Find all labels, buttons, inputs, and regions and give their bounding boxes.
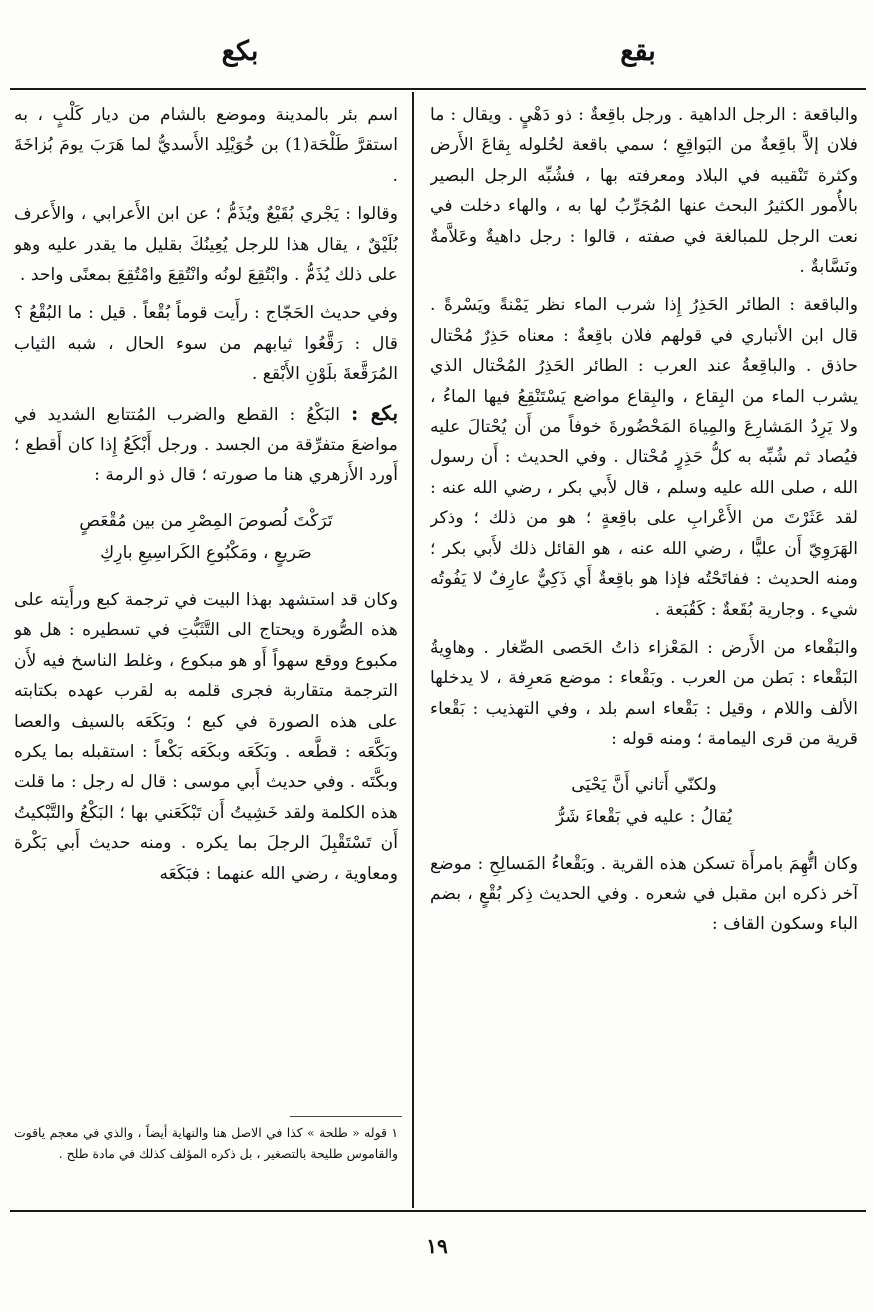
right-paragraph-3: والبَقْعاء من الأَرض : المَعْزاء ذاتُ الحَصى الصِّغار . وهاوِيةُ البَقْعاء : بَطن من العرب . وبَقْعاء : موضع مَعرِفة ، لا يدخلها الألف واللام ، وقيل : بَقْعاء اسم بلد ، وفي التهذيب : بَقْعاء قرية من قرى اليمامة ؛ ومنه قوله : xyxy=(430,637,858,750)
column-divider xyxy=(412,92,414,1208)
left-paragraph-1: اسم بئر بالمدينة وموضع بالشام من ديار كَلْبٍ ، به استقرَّ طَلْحَة(1) بن خُوَيْلِد الأَسديُّ لما هَرَبَ يومَ بُزاخَةَ . xyxy=(14,105,398,186)
right-column xyxy=(430,100,858,1206)
left-verse xyxy=(14,505,398,569)
right-closing-paragraph: وكان اتُّهِمَ بامرأَة تسكن هذه القرية . وبَقْعاءُ المَسالِحِ : موضع آخر ذكره ابن مقبل في شعره . وفي الحديث ذِكر بُقْعٍ ، بضم الباء وسكون القاف : xyxy=(430,853,858,935)
right-verse-line-2: يُقالُ : عليه في بَقْعاءَ شَرُّ xyxy=(555,806,733,827)
left-closing-paragraph: وكان قد استشهد بهذا البيت في ترجمة كبع ورأَيته على هذه الصُّورة ويحتاج الى التَّثَبُّتِ في تسطيره : هل هو مكبوع ووقع سهواً أَو هو مبكوع ، وغلط الناسخ فيه لأَن الترجمة متقاربة فجرى قلمه به لقرب عهده بكتابته على هذه الصورة في كبع ؛ وبَكَعَه بالسيف والعصا وبَكَّعَه : قطَّعه . وبَكَعَه وبكَعَه بَكْعاً : استقبله بما يكره وبكَّتَه . وفي حديث أَبي موسى : قال له رجل : ما قلت هذه الكلمة ولقد خَشِيتُ أَن تَبْكَعَني بها ؛ البَكْعُ والتَّبْكيتُ أَن تَسْتَقْبِلَ الرجلَ بما يكره . ومنه حديث أَبي بَكْرة ومعاوية ، رضي الله عنهما : فبَكَعَه xyxy=(14,589,398,884)
right-verse xyxy=(430,769,858,833)
left-paragraph-3: وفي حديث الحَجّاج : رأَيت قوماً بُقْعاً . قيل : ما البُقْعُ ؟ قال : رَقَّعُوا ثيابهم من سوء الحال ، شبه الثياب المُرَقَّعةَ بلَوْنِ الأَبْقع . xyxy=(14,303,398,385)
left-verse-line-1: تَرَكْتَ لُصوصَ المِصْرِ من بين مُقْعَصٍ xyxy=(79,510,333,531)
left-column-header: بكع xyxy=(221,36,259,67)
entry-text: البَكْعُ : القطع والضرب المُتتابع الشديد في مواضعَ متفرِّقة من الجسد . ورجل أَبْكَعُ إِذا كان أَقطع ؛ أَورد الأَزهري هنا ما صورته ؛ قال ذو الرمة : xyxy=(14,404,398,486)
footnote-separator xyxy=(290,1116,402,1117)
footnote: ١ قوله « طلحة » كذا في الاصل هنا والنهاية أيضاً ، والذي في معجم ياقوت والقاموس طليحة بالتصغير ، بل ذكره المؤلف كذلك في مادة طلح . xyxy=(14,1125,398,1161)
bottom-rule xyxy=(10,1210,866,1212)
left-paragraph-2: وقالوا : يَجْري بُقَيْعٌ ويُذَمُّ ؛ عن ابن الأَعرابي ، والأَعرف بُلَيْقٌ ، يقال هذا للرجل يُعِينُكَ بقليل ما يقدر عليه وهو على ذلك يُذَمُّ . وابْتُقِعَ لونُه وانْتُقِعَ وامْتُقِعَ بمعنًى واحد . xyxy=(14,204,398,286)
page-number: ١٩ xyxy=(426,1234,448,1258)
left-verse-line-2: صَريعٍ ، ومَكْبُوعِ الكَراسِيعِ بارِكِ xyxy=(100,542,312,563)
right-paragraph-2: والباقعة : الطائر الحَذِرُ إِذا شرب الماء نظر يَمْنةً ويَسْرةً . قال ابن الأنباري في قولهم فلان باقِعةٌ : معناه حَذِرٌ مُحْتال حاذق . والباقِعةُ عند العرب : الطائر الحَذِرُ المُحْتال الذي يشرب الماء من البِقاع ، والبِقاع مواضع يَسْتَنْقِعُ فيها الماءُ ، ولا يَرِدُ المَشارِعَ والمِياهَ المَحْضُورةَ خوفاً من أَن يُحْتالَ عليه فيُصاد ثم شُبِّه به كلُّ حَذِرٍ مُحْتال . وفي الحديث : أَن رسول الله ، صلى الله عليه وسلم ، قال لأَبي بكر ، رضي الله عنه : لقد عَثَرْتَ من الأَعْرابِ على باقِعةٍ ؛ هو من ذلك ؛ وذكر الهَرَوِيّ أَن عليًّا ، رضي الله عنه ، هو القائل ذلك لأَبي بكر ؛ ومنه الحديث : ففاتَحْتُه فإذا هو باقِعةٌ أَي ذَكِيٌّ عارِفٌ لا يَفُوتُه شيء . وجارية بُقَعةٌ : كَقُبَعة . xyxy=(430,295,858,620)
right-paragraph-1: والباقعة : الرجل الداهية . ورجل باقِعةٌ : ذو دَهْيٍ . ويقال : ما فلان إلاَّ باقِعةٌ من البَواقِعِ ؛ سمي باقعة لحُلوله بِقاعَ الأَرض وكثرة تَنْقيبه في البلاد ومعرفته بها ، فشُبِّه الرجل البصير بالأُمور الكثيرُ البحث عنها المُجَرِّبُ لها به ، والهاء دخلت في نعت الرجل للمبالغة في صفته ، قالوا : رجل داهيةٌ وعَلاَّمةٌ ونَسَّابةٌ . xyxy=(430,105,858,278)
entry-headword: بكع : xyxy=(350,400,398,425)
right-verse-line-1: ولكنّي أَتاني أَنَّ يَحْيَى xyxy=(571,774,717,795)
entry-bka xyxy=(14,398,398,491)
left-column xyxy=(14,100,398,1110)
right-column-header: بقع xyxy=(620,36,656,67)
top-rule xyxy=(10,88,866,90)
